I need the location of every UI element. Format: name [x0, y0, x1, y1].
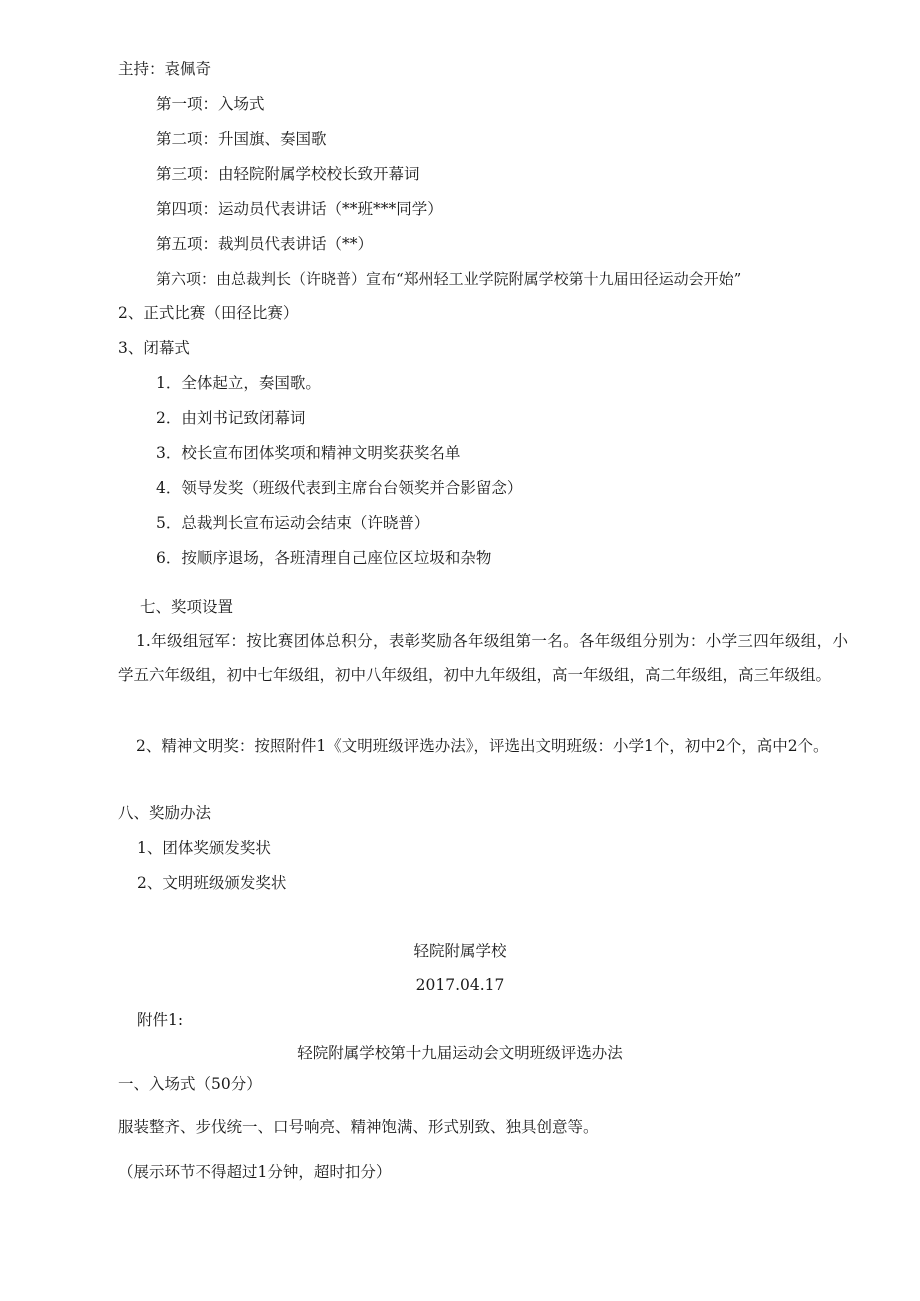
- closing-item-2: 2．由刘书记致闭幕词: [156, 409, 306, 427]
- signature-date: 2017.04.17: [415, 976, 505, 994]
- opening-item-2: 第二项：升国旗、奏国歌: [156, 130, 327, 148]
- awards-heading: 七、奖项设置: [140, 598, 234, 616]
- closing-item-4: 4．领导发奖（班级代表到主席台台领奖并合影留念）: [156, 479, 523, 497]
- opening-item-4: 第四项：运动员代表讲话（**班***同学）: [156, 200, 443, 218]
- reward-heading: 八、奖励办法: [118, 804, 212, 822]
- attachment-criteria: 服装整齐、步伐统一、口号响亮、精神饱满、形式别致、独具创意等。: [118, 1118, 599, 1136]
- closing-item-5: 5．总裁判长宣布运动会结束（许晓普）: [156, 514, 430, 532]
- closing-item-3: 3．校长宣布团体奖项和精神文明奖获奖名单: [156, 444, 461, 462]
- opening-item-1: 第一项：入场式: [156, 95, 265, 113]
- reward-item-1: 1、团体奖颁发奖状: [137, 839, 271, 857]
- closing-item-1: 1．全体起立，奏国歌。: [156, 374, 321, 392]
- attachment-note: （展示环节不得超过1分钟，超时扣分）: [118, 1163, 392, 1181]
- award-2-paragraph: 2、精神文明奖：按照附件1《文明班级评选办法》，评选出文明班级：小学1个，初中2个，高中2个。: [136, 737, 829, 755]
- opening-item-6: 第六项：由总裁判长（许晓普）宣布“郑州轻工业学院附属学校第十九届田径运动会开始”: [156, 270, 742, 288]
- signature-organization: 轻院附属学校: [413, 942, 507, 960]
- award-1-paragraph: 1.年级组冠军：按比赛团体总积分，表彰奖励各年级组第一名。各年级组分别为：小学三四年级组，小学五六年级组，初中七年级组，初中八年级组，初中九年级组，高一年级组，高二年级组，高三年级组。: [118, 632, 848, 684]
- attachment-section-1: 一、入场式（50分）: [118, 1075, 262, 1093]
- reward-item-2: 2、文明班级颁发奖状: [137, 874, 287, 892]
- opening-item-3: 第三项：由轻院附属学校校长致开幕词: [156, 165, 420, 183]
- closing-item-6: 6．按顺序退场，各班清理自己座位区垃圾和杂物: [156, 549, 492, 567]
- opening-item-5: 第五项：裁判员代表讲话（**）: [156, 235, 374, 253]
- attachment-label: 附件1:: [137, 1011, 184, 1029]
- section-2-heading: 2、正式比赛（田径比赛）: [118, 304, 299, 322]
- attachment-title: 轻院附属学校第十九届运动会文明班级评选办法: [297, 1044, 623, 1062]
- host-line: 主持：袁佩奇: [118, 60, 212, 78]
- section-3-heading: 3、闭幕式: [118, 339, 190, 357]
